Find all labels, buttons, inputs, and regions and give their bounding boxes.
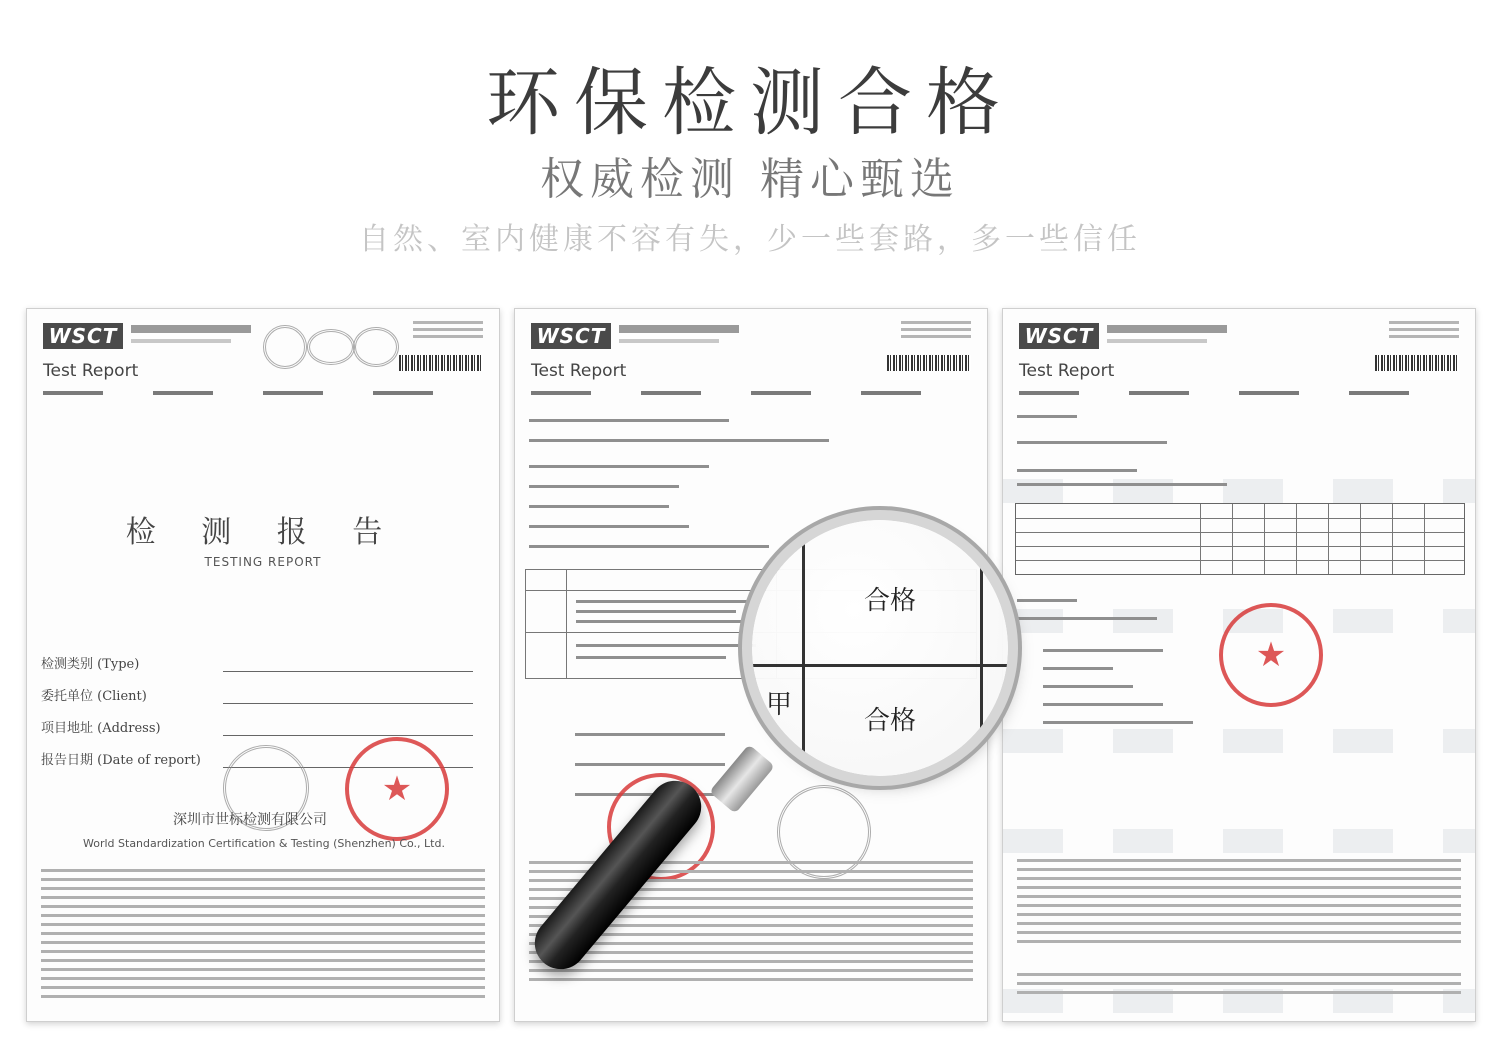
tagline: 自然、室内健康不容有失，少一些套路，多一些信任 <box>359 222 1141 257</box>
zoom-grade: 甲 <box>766 690 793 720</box>
contact-info <box>1389 321 1459 342</box>
info-line <box>1017 599 1077 602</box>
field-line <box>223 671 473 672</box>
barcode-icon <box>1375 355 1459 371</box>
org-name-line <box>131 325 251 333</box>
sign-line <box>575 733 725 736</box>
info-line <box>529 525 689 528</box>
info-line <box>1043 685 1133 688</box>
hero-banner <box>0 0 1500 300</box>
sign-line <box>575 763 725 766</box>
fine-print <box>41 869 485 977</box>
accreditation-mark-icon <box>353 327 399 367</box>
issuer-name-en: World Standardization Certification & Testing (Shenzhen) Co., Ltd. <box>83 837 445 850</box>
field-client: 委托单位 (Client) <box>41 689 147 704</box>
field-address: 项目地址 (Address) <box>41 721 161 736</box>
accreditation-mark-icon <box>307 329 355 365</box>
info-line <box>1017 441 1167 444</box>
info-line <box>1043 667 1113 670</box>
info-line <box>1043 721 1193 724</box>
info-line <box>529 465 709 468</box>
contact-info <box>413 321 483 342</box>
contact-info <box>901 321 971 342</box>
subheadline: 权威检测 精心甄选 <box>540 154 960 205</box>
results-grid <box>1015 503 1465 575</box>
info-line <box>1017 483 1227 486</box>
org-name-line-en <box>619 339 719 343</box>
footer-print <box>41 977 485 1004</box>
report-document-1 <box>26 308 500 1022</box>
report-ref-line <box>531 391 971 395</box>
report-subtitle: TESTING REPORT <box>204 555 322 569</box>
info-line <box>529 419 729 422</box>
headline: 环保检测合格 <box>486 60 1014 146</box>
footer-print <box>1017 973 1461 1000</box>
magnifier-lens <box>752 520 1008 776</box>
info-line <box>1017 469 1137 472</box>
wsct-logo: WSCT <box>531 323 611 349</box>
field-type: 检测类别 (Type) <box>41 657 140 672</box>
info-line <box>1043 703 1163 706</box>
info-line <box>529 505 669 508</box>
org-name-line-en <box>131 339 231 343</box>
field-line <box>223 735 473 736</box>
field-date: 报告日期 (Date of report) <box>41 753 201 768</box>
seal-stamp-icon: ★ <box>1219 603 1323 707</box>
report-label: Test Report <box>43 361 139 381</box>
wsct-logo: WSCT <box>1019 323 1099 349</box>
info-line <box>529 545 769 548</box>
report-ref-line <box>1019 391 1459 395</box>
seal-stamp-icon: ★ <box>345 737 449 841</box>
info-line <box>1043 649 1163 652</box>
info-line <box>1017 415 1077 418</box>
report-document-3 <box>1002 308 1476 1022</box>
field-line <box>223 703 473 704</box>
org-name-line-en <box>1107 339 1207 343</box>
issuer-name: 深圳市世标检测有限公司 <box>173 812 327 828</box>
accreditation-mark-icon <box>263 325 307 369</box>
org-name-line <box>619 325 739 333</box>
report-title: 检 测 报 告 <box>125 515 401 550</box>
info-line <box>529 485 679 488</box>
wsct-logo: WSCT <box>43 323 123 349</box>
fine-print <box>1017 859 1461 949</box>
org-name-line <box>1107 325 1227 333</box>
report-label: Test Report <box>1019 361 1115 381</box>
info-line <box>1017 617 1157 620</box>
zoom-result-2: 合格 <box>864 706 917 736</box>
barcode-icon <box>399 355 483 371</box>
zoom-result-1: 合格 <box>864 586 917 616</box>
info-line <box>529 439 829 442</box>
barcode-icon <box>887 355 971 371</box>
report-ref-line <box>43 391 483 395</box>
report-label: Test Report <box>531 361 627 381</box>
